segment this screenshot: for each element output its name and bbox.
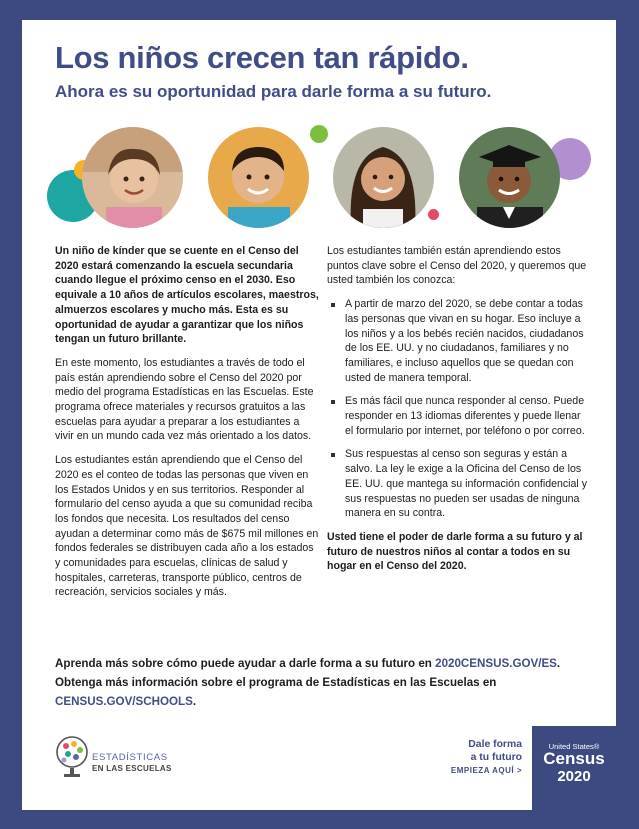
boy-photo (208, 127, 309, 228)
list-item: A partir de marzo del 2020, se debe contar a todas las personas que vivan en su hogar. Eso incluye a los niños y a los bebés recién nacidos, ciudadanos de los EE. UU. y no ciudadanos, familiares y no familiares, e incluso aquellos que se quedan con usted de manera temporal. (327, 297, 589, 385)
empieza-aqui-link[interactable]: EMPIEZA AQUÍ > (450, 766, 522, 775)
footer-line-1: Aprenda más sobre cómo puede ayudar a darle forma a su futuro en 2020CENSUS.GOV/ES. (55, 657, 561, 670)
footer-line-2: Obtenga más información sobre el programa de Estadísticas en las Escuelas en CENSUS.GOV/SCHOOLS. (55, 676, 497, 708)
green-dot (310, 125, 328, 143)
pink-dot (428, 209, 439, 220)
census-es-link[interactable]: 2020CENSUS.GOV/ES (435, 657, 557, 670)
girl-photo (82, 127, 183, 228)
census-2020-logo: United States® Census 2020 (532, 726, 616, 810)
sis-logo (54, 732, 184, 782)
sis-logo-line2: EN LAS ESCUELAS (92, 764, 172, 773)
funding-paragraph: Los estudiantes están aprendiendo que el Censo del 2020 es el conteo de todas las personas que viven en los Estados Unidos y en sus territorios. Responder al formulario del censo ayuda a que su comunidad reciba los fondos que necesita. Los resultados del censo ayudan a determinar como más de $675 mil millones en fondos federales se distribuyen cada año a los estados y comunidades para escuelas, clínicas de salud y hospitales, carreteras, transporte público, centros de recreación, servicios sociales y más. (55, 454, 319, 599)
page-title: Los niños crecen tan rápido. (55, 40, 469, 75)
globe-icon (54, 732, 90, 780)
list-item: Es más fácil que nunca responder al censo. Puede responder en 13 idiomas diferentes y puede llenar el formulario por internet, por teléfono o por correo. (327, 394, 589, 438)
schools-link[interactable]: CENSUS.GOV/SCHOOLS (55, 695, 193, 708)
left-column (55, 244, 320, 609)
graduate-photo (459, 127, 560, 228)
right-column (327, 244, 589, 583)
page-subtitle: Ahora es su oportunidad para darle forma a su futuro. (55, 82, 492, 101)
tagline: Dale forma a tu futuro EMPIEZA AQUÍ > (450, 739, 522, 775)
closing-paragraph: Usted tiene el poder de darle forma a su futuro y al futuro de nuestros niños al contar a todos en su hogar en el Censo del 2020. (327, 530, 583, 573)
key-points-intro: Los estudiantes también están aprendiendo estos puntos clave sobre el Censo del 2020, y queremos que usted también los conozca: (327, 245, 587, 287)
program-paragraph: En este momento, los estudiantes a través de todo el país están aprendiendo sobre el Censo del 2020 por medio del programa Estadísticas en las Escuelas. Este programa ofrece materiales y recursos gratuitos a las escuelas para ayudar a preparar a los estudiantes a vivir en un mundo cada vez más orientado a los datos. (55, 356, 314, 443)
sis-logo-line1: ESTADÍSTICAS (92, 752, 168, 763)
intro-paragraph: Un niño de kínder que se cuente en el Censo del 2020 estará comenzando la escuela secundaria cuando llegue el próximo censo en el 2030. Eso equivale a 10 años de artículos escolares, maestros, almuerzos escolares y mucho más. Esta es su oportunidad de ayudar a garantizar que los niños tengan un futuro brillante. (55, 245, 319, 346)
footer-text (55, 654, 615, 711)
flyer-page (22, 20, 616, 810)
teen-girl-photo (333, 127, 434, 228)
list-item: Sus respuestas al censo son seguras y están a salvo. La ley le exige a la Oficina del Censo de los EE. UU. que mantega su información confidencial y sus respuestas no pueden ser usadas de ninguna manera en su contra. (327, 447, 589, 521)
key-points-list (327, 297, 589, 521)
